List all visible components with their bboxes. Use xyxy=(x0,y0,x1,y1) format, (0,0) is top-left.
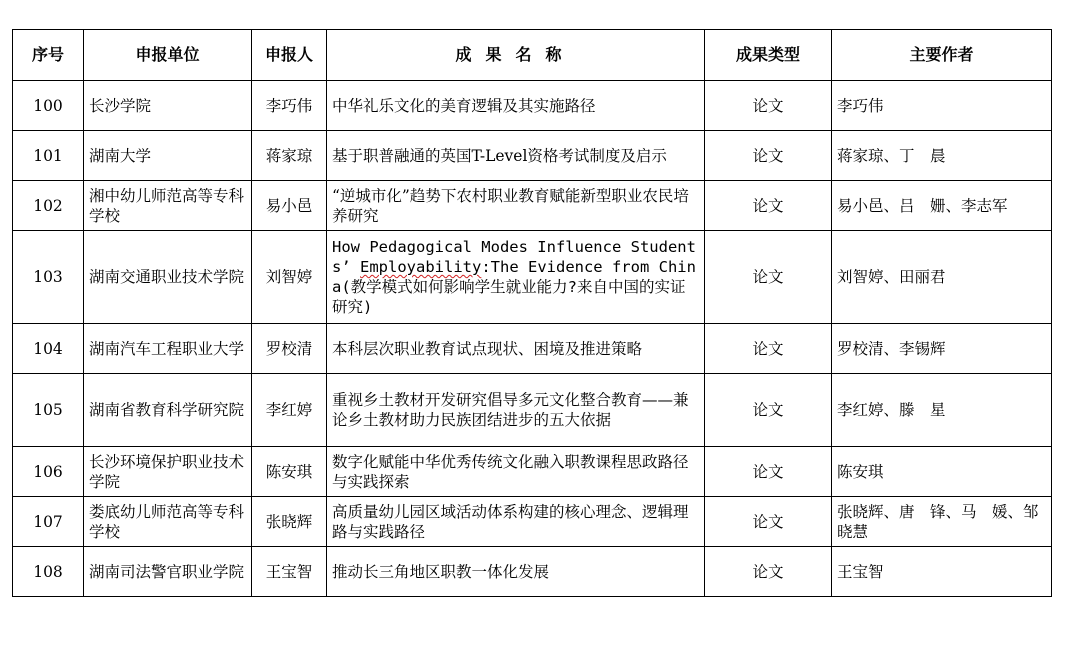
header-applicant: 申报人 xyxy=(252,30,327,81)
cell-title-part: :The Evidence from China(教学模式如何影响学生就业能力?来自中国的实证研究) xyxy=(332,258,696,316)
cell-unit: 长沙环境保护职业技术学院 xyxy=(84,447,252,497)
cell-no: 100 xyxy=(13,81,84,131)
cell-type: 论文 xyxy=(705,547,832,597)
cell-applicant: 王宝智 xyxy=(252,547,327,597)
cell-type: 论文 xyxy=(705,497,832,547)
header-row xyxy=(13,30,1052,81)
cell-applicant: 罗校清 xyxy=(252,324,327,374)
cell-title: 数字化赋能中华优秀传统文化融入职教课程思政路径与实践探索 xyxy=(327,447,705,497)
cell-no: 103 xyxy=(13,231,84,324)
header-no: 序号 xyxy=(13,30,84,81)
table-row xyxy=(13,497,1052,547)
achievements-table xyxy=(12,29,1052,597)
header-type: 成果类型 xyxy=(705,30,832,81)
cell-type: 论文 xyxy=(705,324,832,374)
cell-no: 108 xyxy=(13,547,84,597)
cell-title: 本科层次职业教育试点现状、困境及推进策略 xyxy=(327,324,705,374)
cell-applicant: 李红婷 xyxy=(252,374,327,447)
cell-no: 101 xyxy=(13,131,84,181)
cell-title: “逆城市化”趋势下农村职业教育赋能新型职业农民培养研究 xyxy=(327,181,705,231)
table-row xyxy=(13,374,1052,447)
header-title: 成果名称 xyxy=(327,30,705,81)
cell-type: 论文 xyxy=(705,447,832,497)
cell-authors: 王宝智 xyxy=(832,547,1052,597)
cell-authors: 李红婷、滕 星 xyxy=(832,374,1052,447)
cell-applicant: 蒋家琼 xyxy=(252,131,327,181)
table-row xyxy=(13,447,1052,497)
cell-no: 106 xyxy=(13,447,84,497)
table-row xyxy=(13,131,1052,181)
cell-unit: 湖南交通职业技术学院 xyxy=(84,231,252,324)
cell-no: 105 xyxy=(13,374,84,447)
cell-title: 基于职普融通的英国T-Level资格考试制度及启示 xyxy=(327,131,705,181)
cell-authors: 李巧伟 xyxy=(832,81,1052,131)
table-row xyxy=(13,547,1052,597)
cell-title: 重视乡土教材开发研究倡导多元文化整合教育——兼论乡土教材助力民族团结进步的五大依据 xyxy=(327,374,705,447)
cell-authors: 罗校清、李锡辉 xyxy=(832,324,1052,374)
cell-unit: 湖南汽车工程职业大学 xyxy=(84,324,252,374)
cell-authors: 张晓辉、唐 锋、马 媛、邹晓慧 xyxy=(832,497,1052,547)
cell-unit: 湖南司法警官职业学院 xyxy=(84,547,252,597)
cell-applicant: 陈安琪 xyxy=(252,447,327,497)
cell-applicant: 张晓辉 xyxy=(252,497,327,547)
header-authors: 主要作者 xyxy=(832,30,1052,81)
cell-type: 论文 xyxy=(705,231,832,324)
cell-authors: 易小邑、吕 姗、李志军 xyxy=(832,181,1052,231)
cell-applicant: 易小邑 xyxy=(252,181,327,231)
cell-title xyxy=(327,231,705,324)
table-row xyxy=(13,181,1052,231)
cell-title: 推动长三角地区职教一体化发展 xyxy=(327,547,705,597)
cell-type: 论文 xyxy=(705,181,832,231)
cell-authors: 刘智婷、田丽君 xyxy=(832,231,1052,324)
cell-title: 中华礼乐文化的美育逻辑及其实施路径 xyxy=(327,81,705,131)
spellcheck-underlined-word: Employability xyxy=(360,258,482,276)
table-row xyxy=(13,81,1052,131)
cell-type: 论文 xyxy=(705,81,832,131)
cell-authors: 蒋家琼、丁 晨 xyxy=(832,131,1052,181)
table-row xyxy=(13,324,1052,374)
table-row xyxy=(13,231,1052,324)
cell-no: 107 xyxy=(13,497,84,547)
cell-unit: 湖南大学 xyxy=(84,131,252,181)
cell-applicant: 刘智婷 xyxy=(252,231,327,324)
cell-unit: 湘中幼儿师范高等专科学校 xyxy=(84,181,252,231)
cell-unit: 娄底幼儿师范高等专科学校 xyxy=(84,497,252,547)
cell-unit: 长沙学院 xyxy=(84,81,252,131)
cell-type: 论文 xyxy=(705,374,832,447)
cell-authors: 陈安琪 xyxy=(832,447,1052,497)
cell-no: 104 xyxy=(13,324,84,374)
cell-applicant: 李巧伟 xyxy=(252,81,327,131)
header-unit: 申报单位 xyxy=(84,30,252,81)
cell-no: 102 xyxy=(13,181,84,231)
cell-title: 高质量幼儿园区域活动体系构建的核心理念、逻辑理路与实践路径 xyxy=(327,497,705,547)
cell-type: 论文 xyxy=(705,131,832,181)
cell-unit: 湖南省教育科学研究院 xyxy=(84,374,252,447)
cell-title-part: How Pedagogical Modes Influence Students’ xyxy=(332,238,696,276)
